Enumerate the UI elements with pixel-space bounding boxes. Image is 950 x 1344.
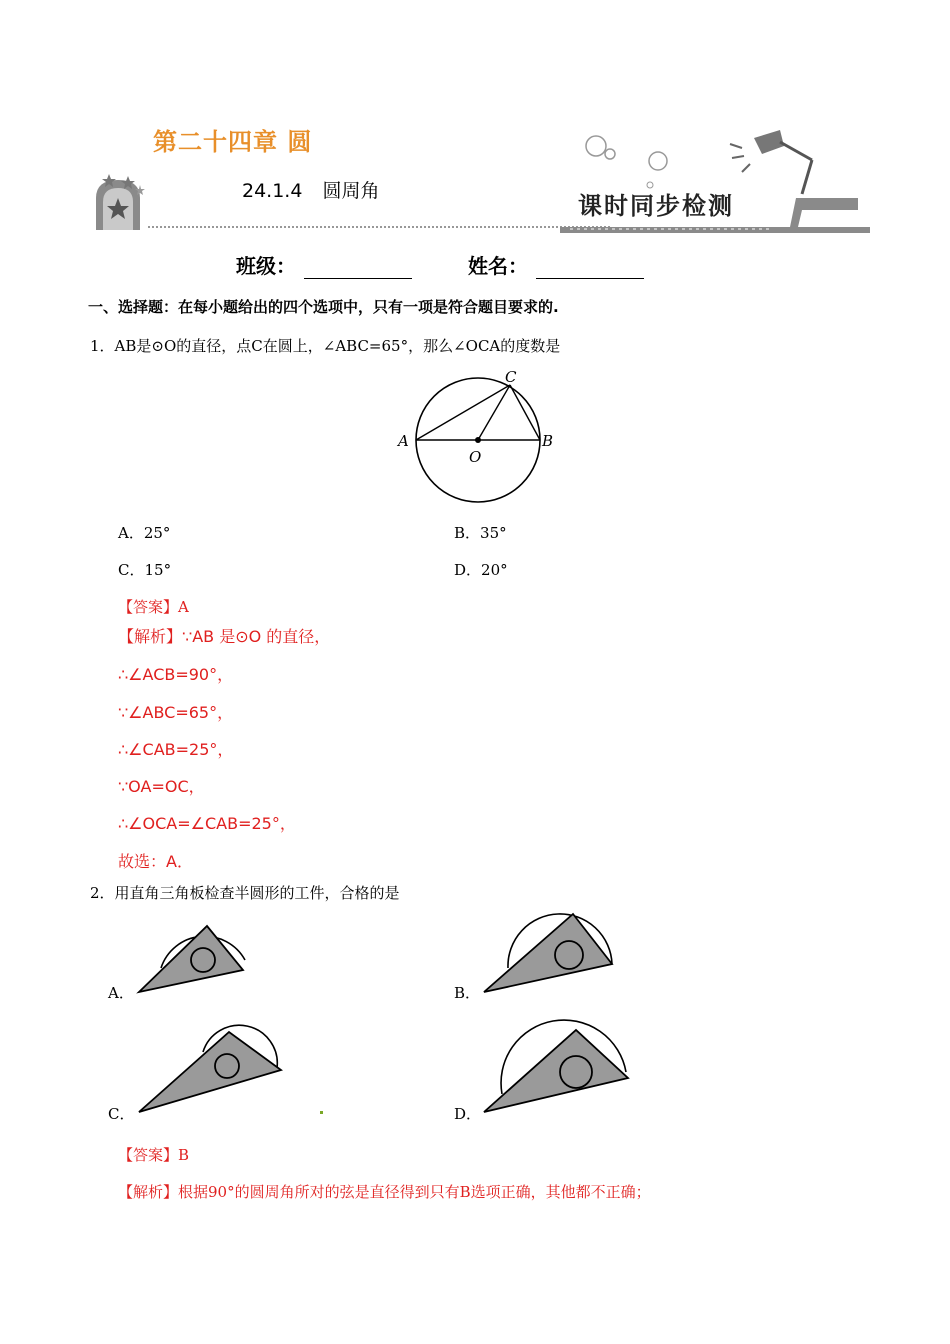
q1-option-c-text: 15°: [144, 561, 172, 579]
star-badge-icon: [96, 174, 145, 230]
class-label: 班级：: [236, 254, 296, 278]
section-number: 24.1.4: [242, 180, 303, 202]
name-field: [468, 250, 644, 279]
q2-answer: [118, 1144, 189, 1165]
question-1: [90, 335, 560, 356]
section-title: 圆周角: [322, 180, 380, 202]
q1-option-a[interactable]: [118, 522, 170, 543]
stray-dot: [320, 1111, 323, 1114]
question-1-number: 1．: [90, 337, 115, 355]
q1-analysis-line-3: ∵∠ABC=65°，: [118, 703, 234, 722]
q2-answer-value: B: [178, 1146, 190, 1164]
q2-analysis-text: 根据90°的圆周角所对的弦是直径得到只有B选项正确，其他都不正确；: [178, 1183, 651, 1201]
q1-analysis-line-7: 故选：A．: [118, 852, 193, 871]
q2-analysis: [118, 1181, 651, 1202]
q1-analysis-line-1: [118, 624, 330, 647]
class-blank[interactable]: [304, 258, 412, 279]
point-c-label: C: [505, 368, 517, 386]
q2-figure-d: [480, 1016, 632, 1120]
q1-option-b-letter: B．: [454, 524, 481, 542]
q2-figure-b: [478, 912, 618, 1000]
q1-option-d[interactable]: [454, 559, 508, 580]
banner-text: 课时同步检测: [578, 191, 734, 220]
q1-answer-value: A: [178, 598, 189, 616]
q2-option-d[interactable]: D．: [454, 1105, 482, 1123]
q2-figure-a: [135, 920, 250, 1000]
question-1-stem: AB是⊙O的直径，点C在圆上，∠ABC=65°，那么∠OCA的度数是: [114, 337, 561, 355]
q1-option-c-letter: C．: [118, 561, 145, 579]
question-2: [90, 882, 400, 903]
q2-analysis-tag: 【解析】: [118, 1183, 179, 1201]
q2-option-c[interactable]: C．: [108, 1105, 135, 1123]
q2-figure-c: [135, 1022, 285, 1118]
chapter-title: 第二十四章 圆: [153, 128, 313, 156]
q1-option-a-text: 25°: [143, 524, 171, 542]
q1-analysis-line-5: ∵OA=OC，: [118, 777, 205, 796]
q2-answer-tag: 【答案】: [118, 1146, 179, 1164]
point-o-label: O: [469, 448, 482, 466]
q2-option-a[interactable]: A．: [108, 984, 134, 1002]
q1-analysis-line-2: ∴∠ACB=90°，: [118, 665, 234, 684]
q1-analysis-text-1: ∵AB 是⊙O 的直径，: [182, 627, 331, 646]
q1-option-b-text: 35°: [480, 524, 507, 542]
q1-option-d-letter: D．: [454, 561, 482, 579]
q1-answer: [118, 596, 189, 617]
q1-option-c[interactable]: [118, 559, 171, 580]
q1-analysis-tag: 【解析】: [118, 627, 183, 646]
question-2-number: 2．: [90, 884, 115, 902]
q2-option-b[interactable]: B．: [454, 984, 481, 1002]
question-1-figure: [392, 366, 562, 508]
name-blank[interactable]: [536, 258, 644, 279]
name-label: 姓名：: [468, 254, 528, 278]
q1-answer-tag: 【答案】: [118, 598, 179, 616]
question-2-stem: 用直角三角板检查半圆形的工件，合格的是: [114, 884, 400, 902]
point-a-label: A: [398, 432, 409, 450]
point-b-label: B: [542, 432, 554, 450]
q1-option-d-text: 20°: [481, 561, 508, 579]
q1-analysis-line-6: ∴∠OCA=∠CAB=25°，: [118, 814, 296, 833]
q1-option-b[interactable]: [454, 522, 507, 543]
class-field: [236, 250, 412, 279]
section-heading: [242, 176, 379, 203]
desk-lamp-icon: [730, 130, 812, 194]
section-one-title: 一、选择题：在每小题给出的四个选项中，只有一项是符合题目要求的.: [88, 298, 559, 316]
q1-analysis-line-4: ∴∠CAB=25°，: [118, 740, 234, 759]
q1-option-a-letter: A．: [118, 524, 144, 542]
